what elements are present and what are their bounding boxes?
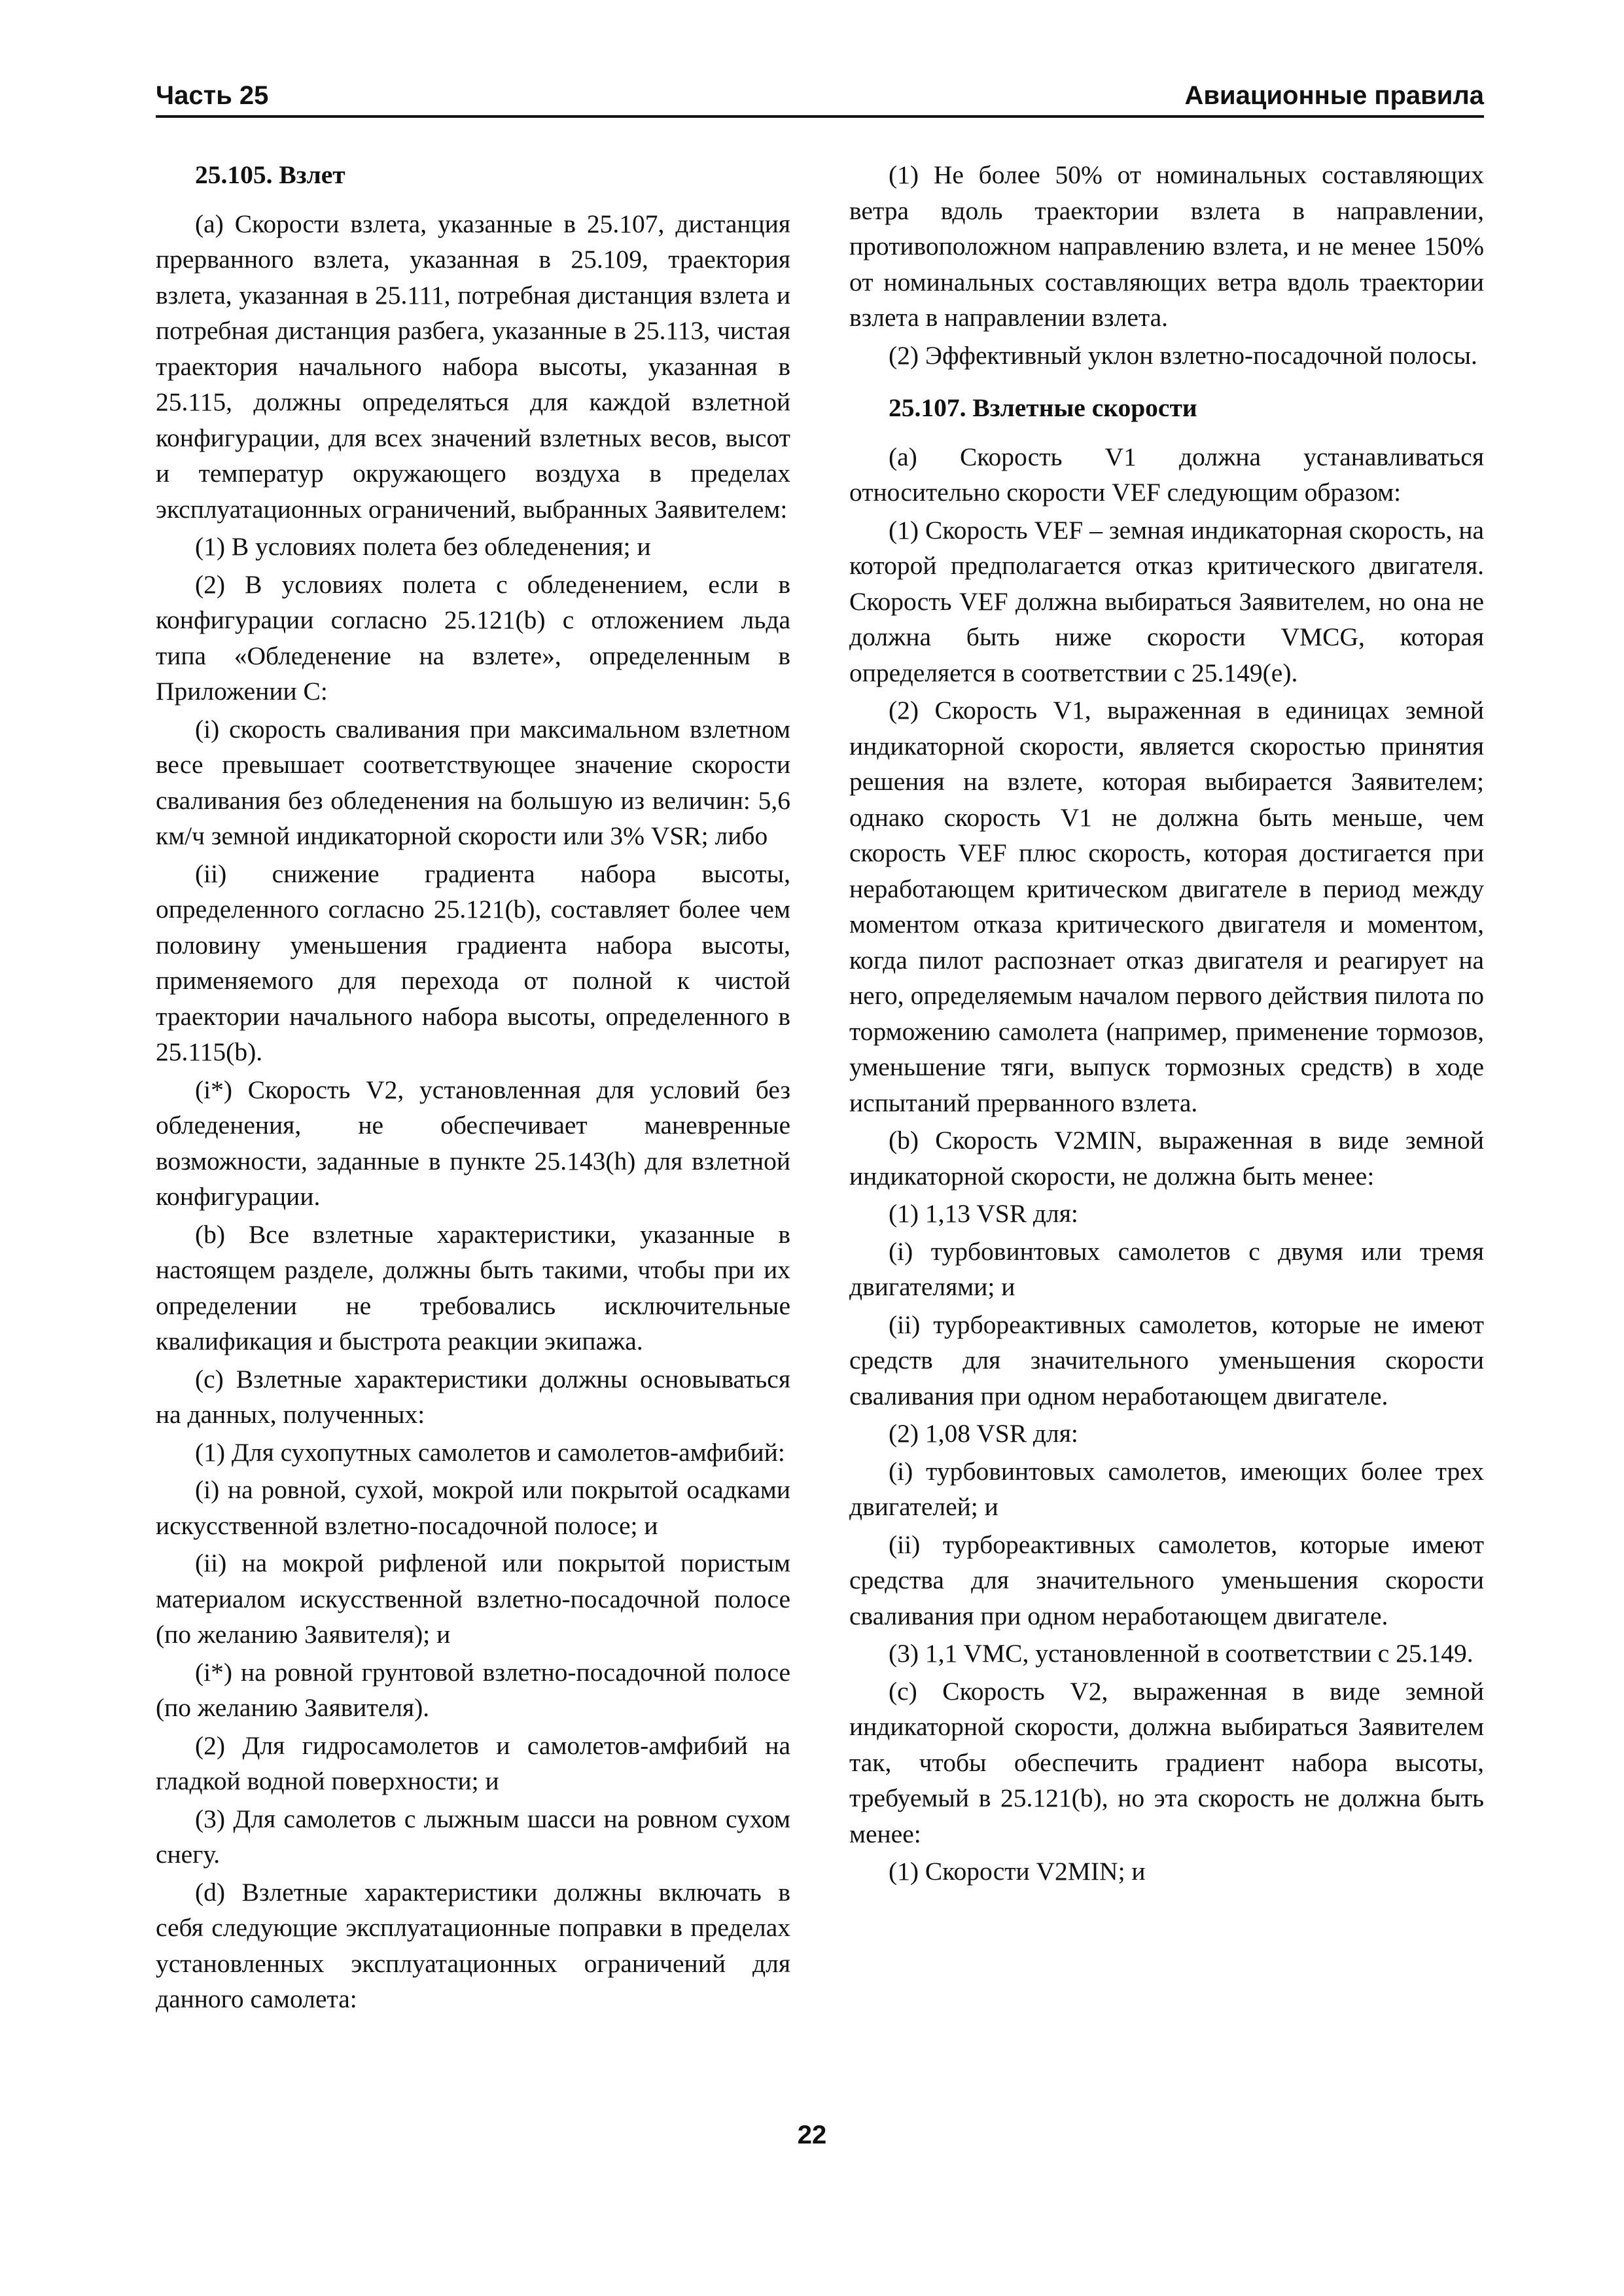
paragraph: (3) Для самолетов с лыжным шасси на ровном сухом снегу.: [156, 1804, 790, 1869]
paragraph: (2) В условиях полета с обледенением, если в конфигурации согласно 25.121(b) с отложением льда типа «Обледенение на взлете», определенным в Приложении С:: [156, 569, 790, 706]
page-header: [156, 77, 1484, 118]
paragraph: (а) Скорость V1 должна устанавливаться относительно скорости VEF следующим образом:: [849, 442, 1484, 507]
section-heading-25-107: 25.107. Взлетные скорости: [889, 393, 1197, 422]
header-document-title: Авиационные правила: [1184, 81, 1484, 110]
header-divider: [156, 115, 1484, 118]
paragraph: (1) Не более 50% от номинальных составляющих ветра вдоль траектории взлета в направлении, противоположном направлению взлета, и не менее 150% от номинальных составляющих ветра вдоль траектории взлета в направлении взлета.: [849, 160, 1484, 332]
paragraph: (ii) турбореактивных самолетов, которые имеют средства для значительного уменьшения скорости сваливания при одном неработающем двигателе.: [849, 1530, 1484, 1630]
paragraph: (с) Скорость V2, выраженная в виде земной индикаторной скорости, должна выбираться Заявителем так, чтобы обеспечить градиент набора высоты, требуемый в 25.121(b), но эта скорость не должна быть менее:: [849, 1676, 1484, 1848]
paragraph: (ii) снижение градиента набора высоты, определенного согласно 25.121(b), составляет более чем половину уменьшения градиента набора высоты, применяемого для перехода от полной к чистой траектории начального набора высоты, определенного в 25.115(b).: [156, 859, 790, 1066]
paragraph: (ii) на мокрой рифленой или покрытой пористым материалом искусственной взлетно-посадочной полосе (по желанию Заявителя); и: [156, 1549, 790, 1649]
paragraph: (1) В условиях полета без обледенения; и: [195, 532, 651, 561]
paragraph: (2) 1,08 VSR для:: [889, 1419, 1078, 1448]
paragraph: (ii) турбореактивных самолетов, которые не имеют средств для значительного уменьшения скорости сваливания при одном неработающем двигателе.: [849, 1310, 1484, 1410]
paragraph: (i*) Скорость V2, установленная для условий без обледенения, не обеспечивает маневренные возможности, заданные в пункте 25.143(h) для взлетной конфигурации.: [156, 1075, 790, 1211]
paragraph: (i) турбовинтовых самолетов, имеющих более трех двигателей; и: [849, 1456, 1484, 1521]
paragraph: (i) скорость сваливания при максимальном взлетном весе превышает соответствующее значение скорости сваливания без обледенения на большую из величин: 5,6 км/ч земной индикаторной скорости или 3% VSR; либо: [156, 714, 790, 850]
paragraph: (2) Скорость V1, выраженная в единицах земной индикаторной скорости, является скоростью принятия решения на взлете, которая выбирается Заявителем; однако скорость V1 не должна быть меньше, чем скорость VEF плюс скорость, которая достигается при неработающем критическом двигателе в период между моментом отказа критического двигателя и моментом, когда пилот распознает отказ двигателя и реагирует на него, определяемым началом первого действия пилота по торможению самолета (например, применение тормозов, уменьшение тяги, выпуск тормозных средств) в ходе испытаний прерванного взлета.: [849, 696, 1484, 1117]
paragraph: (b) Все взлетные характеристики, указанные в настоящем разделе, должны быть такими, чтобы при их определении не требовались исключительные квалификация и быстрота реакции экипажа.: [156, 1219, 790, 1355]
paragraph: (i) турбовинтовых самолетов с двумя или тремя двигателями; и: [849, 1236, 1484, 1301]
paragraph: (2) Эффективный уклон взлетно-посадочной полосы.: [889, 340, 1477, 370]
paragraph: (2) Для гидросамолетов и самолетов-амфибий на гладкой водной поверхности; и: [156, 1731, 790, 1795]
page-number: 22: [797, 2121, 827, 2149]
section-heading-25-105: 25.105. Взлет: [195, 160, 345, 189]
paragraph: (b) Скорость V2MIN, выраженная в виде земной индикаторной скорости, не должна быть менее:: [849, 1126, 1484, 1191]
header-part-label: Часть 25: [156, 81, 269, 110]
paragraph: (1) Скорости V2MIN; и: [889, 1857, 1146, 1886]
paragraph: (а) Скорости взлета, указанные в 25.107, дистанция прерванного взлета, указанная в 25.109, траектория взлета, указанная в 25.111, потребная дистанция взлета и потребная дистанция разбега, указанные в 25.113, чистая траектория начального набора высоты, указанная в 25.115, должны определяться для каждой взлетной конфигурации, для всех значений взлетных весов, высот и температур окружающего воздуха в пределах эксплуатационных ограничений, выбранных Заявителем:: [156, 209, 790, 524]
paragraph: (1) 1,13 VSR для:: [889, 1199, 1078, 1228]
paragraph: (i*) на ровной грунтовой взлетно-посадочной полосе (по желанию Заявителя).: [156, 1657, 790, 1722]
paragraph: (3) 1,1 VMC, установленной в соответствии с 25.149.: [889, 1639, 1474, 1668]
paragraph: (1) Для сухопутных самолетов и самолетов-амфибий:: [195, 1437, 785, 1467]
paragraph: (1) Скорость VEF – земная индикаторная скорость, на которой предполагается отказ критического двигателя. Скорость VEF должна выбираться Заявителем, но она не должна быть ниже скорости VMCG, которая определяется в соответствии с 25.149(е).: [849, 515, 1484, 687]
paragraph: (d) Взлетные характеристики должны включать в себя следующие эксплуатационные поправки в пределах установленных эксплуатационных ограничений для данного самолета:: [156, 1877, 790, 2013]
right-column: [849, 157, 1484, 1892]
paragraph: (с) Взлетные характеристики должны основываться на данных, полученных:: [156, 1364, 790, 1429]
left-column: [156, 157, 790, 2019]
paragraph: (i) на ровной, сухой, мокрой или покрытой осадками искусственной взлетно-посадочной полосе; и: [156, 1475, 790, 1540]
